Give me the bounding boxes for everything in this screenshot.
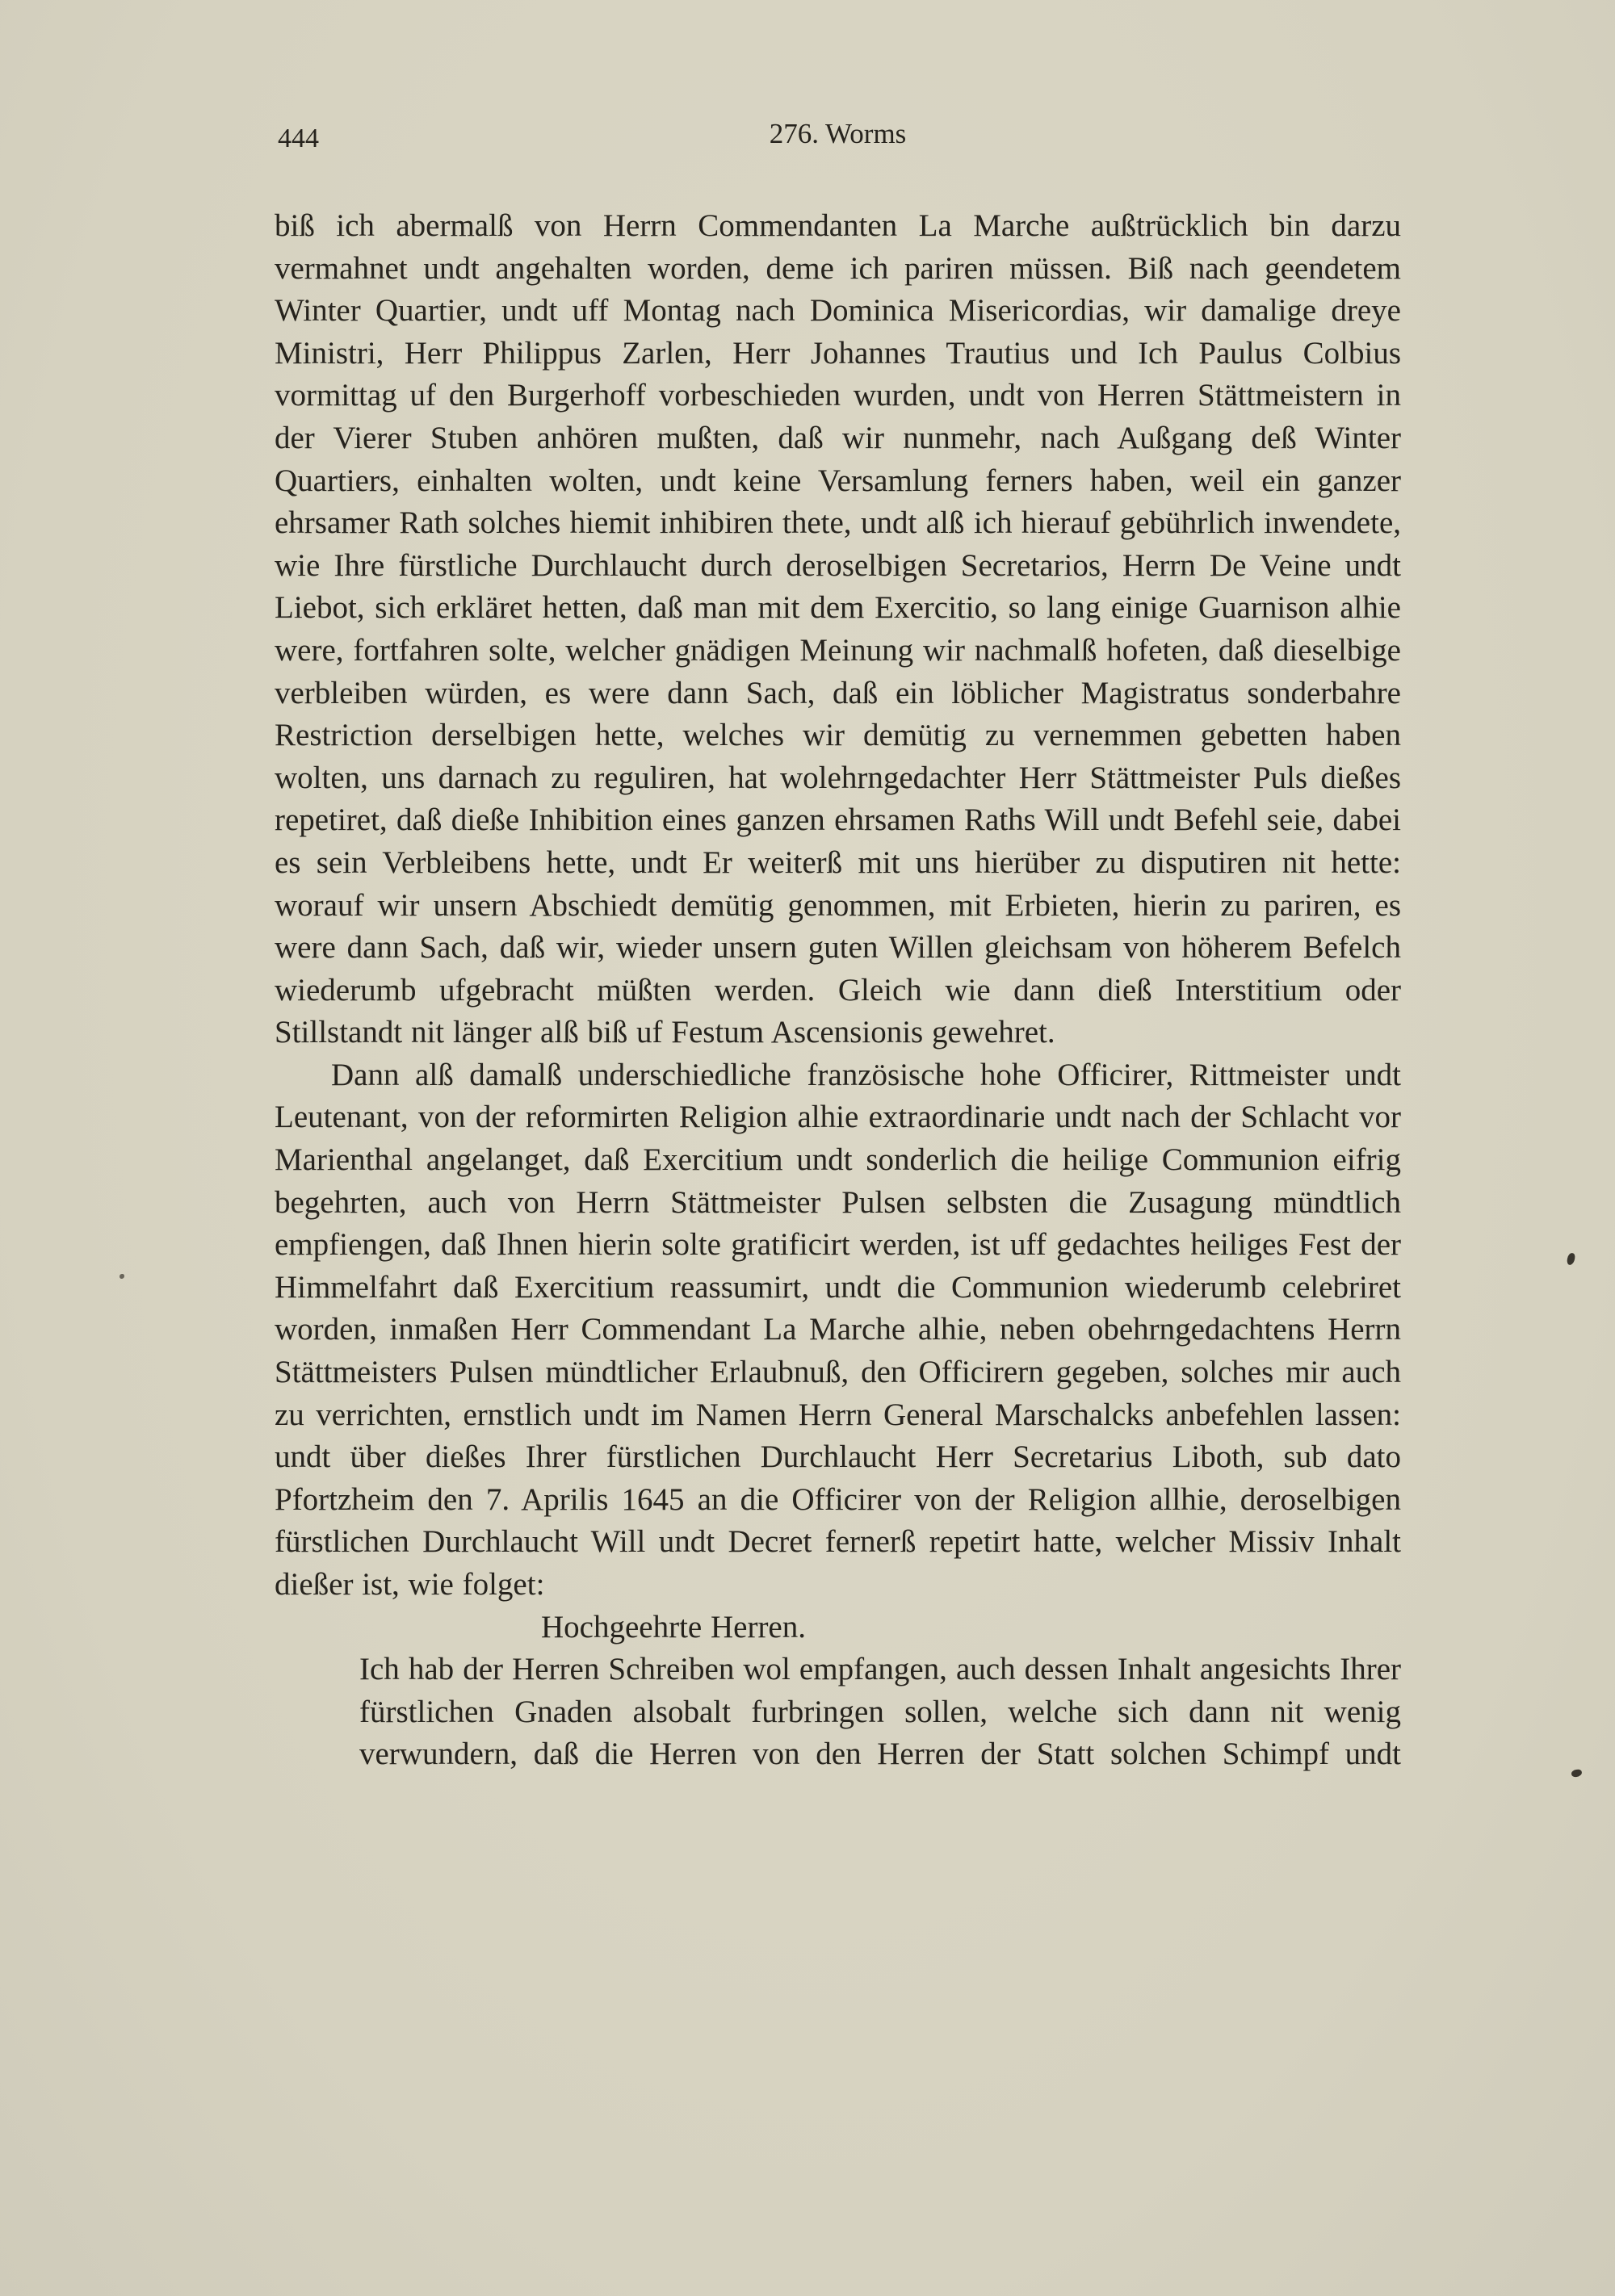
letter-paragraph: Ich hab der Herren Schreiben wol empfangen, auch dessen Inhalt angesichts Ihrer fürstlichen Gnaden alsobalt furbringen sollen, welche sich dann nit wenig verwundern, daß die Herren von den Herren der Statt solchen Schimpf undt <box>359 1652 1401 1772</box>
paragraph: Dann alß damalß underschiedliche französische hohe Officirer, Rittmeister undt Leutenant, von der reformirten Religion alhie extraordinarie undt nach der Schlacht vor Marienthal angelanget, daß Exercitium undt sonderlich die heilige Communion eifrig begehrten, auch von Herrn Stättmeister Pulsen selbsten die Zusagung mündtlich empfiengen, daß Ihnen hierin solte gratificirt werden, ist uff gedachtes heiliges Fest der Himmelfahrt daß Exercitium reassumirt, undt die Communion wiederumb celebriret worden, inmaßen Herr Commendant La Marche alhie, neben obehrngedachtens Herrn Stättmeisters Pulsen mündtlicher Erlaubnuß, den Officirern gegeben, solches mir auch zu verrichten, ernstlich undt im Namen Herrn General Marschalcks anbefehlen lassen: undt über dießes Ihrer fürstlichen Durchlaucht Herr Secretarius Liboth, sub dato Pfortzheim den 7. Aprilis 1645 an die Officirer von der Religion allhie, deroselbigen fürstlichen Durchlaucht Will undt Decret fernerß repetirt hatte, welcher Missiv Inhalt dießer ist, wie folget: <box>275 1057 1401 1602</box>
ink-speck <box>1567 1252 1576 1266</box>
page-header <box>275 118 1401 157</box>
running-title: 276. Worms <box>769 118 907 149</box>
page-number: 444 <box>278 124 319 153</box>
paragraph-continued: biß ich abermalß von Herrn Commendanten La Marche außtrücklich bin darzu vermahnet undt angehalten worden, deme ich pariren müssen. Biß nach geendetem Winter Quartier, undt uff Montag nach Dominica Misericordias, wir damalige dreye Ministri, Herr Philippus Zarlen, Herr Johannes Trautius und Ich Paulus Colbius vormittag uf den Burgerhoff vorbeschieden wurden, undt von Herren Stättmeistern in der Vierer Stuben anhören mußten, daß wir nunmehr, nach Außgang deß Winter Quartiers, einhalten wolten, undt keine Versamlung ferners haben, weil ein ganzer ehrsamer Rath solches hiemit inhibiren thete, undt alß ich hierauf gebührlich inwendete, wie Ihre fürstliche Durchlaucht durch deroselbigen Secretarios, Herrn De Veine undt Liebot, sich erkläret hetten, daß man mit dem Exercitio, so lang einige Guarnison alhie were, fortfahren solte, welcher gnädigen Meinung wir nachmalß hofeten, daß dieselbige verbleiben würden, es were dann Sach, daß ein löblicher Magistratus sonderbahre Restriction derselbigen hette, welches wir demütig zu vernemmen gebetten haben wolten, uns darnach zu reguliren, hat wolehrngedachter Herr Stättmeister Puls dießes repetiret, daß dieße Inhibition eines ganzen ehrsamen Raths Will undt Befehl seie, dabei es sein Verbleibens hette, undt Er weiterß mit uns hierüber zu disputiren nit hette: worauf wir unsern Abschiedt demütig genommen, mit Erbieten, hierin zu pariren, es were dann Sach, daß wir, wieder unsern guten Willen gleichsam von höherem Befelch wiederumb ufgebracht müßten werden. Gleich wie dann dieß Interstitium oder Stillstandt nit länger alß biß uf Festum Ascensionis gewehret. <box>275 208 1401 1050</box>
letter-salutation: Hochgeehrte Herren. <box>541 1609 806 1644</box>
ink-speck <box>1571 1769 1582 1778</box>
ink-speck <box>120 1274 124 1279</box>
text-block <box>275 205 1401 1776</box>
